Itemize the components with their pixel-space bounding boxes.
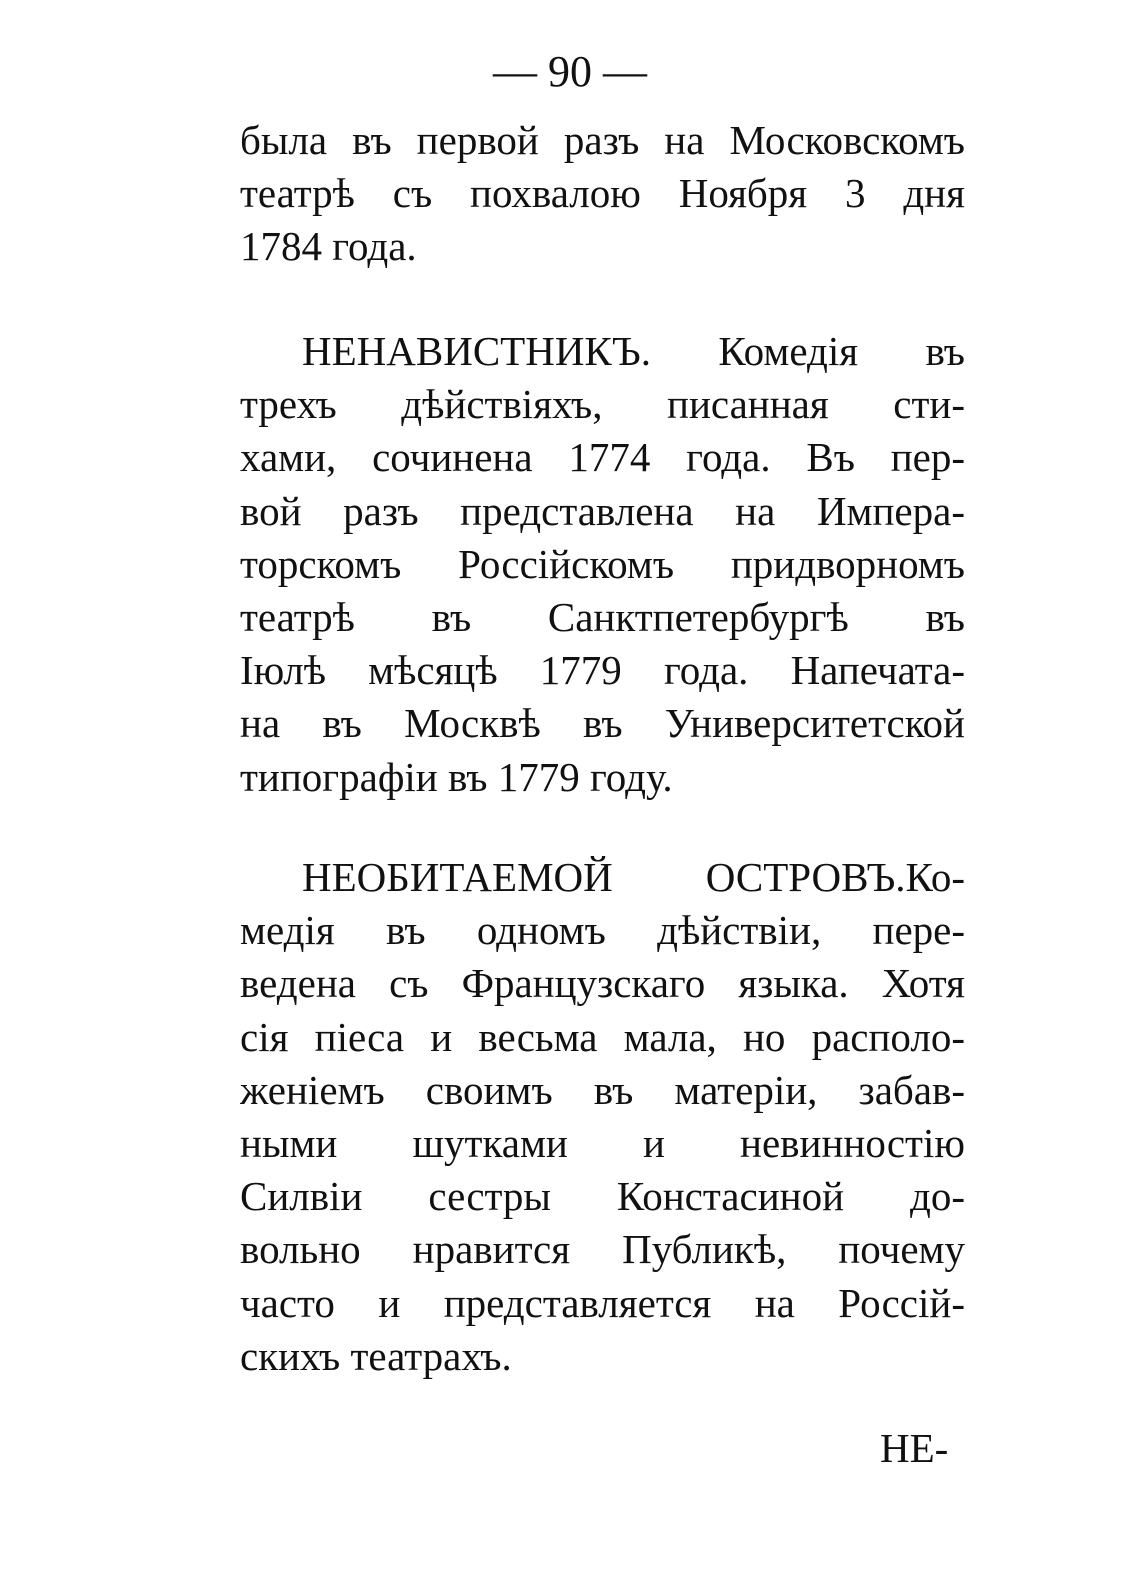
text-line: сія піеса и весьма мала, но располо- [240, 1013, 965, 1060]
text-line: часто и представляется на Россій- [240, 1279, 965, 1326]
entry-heading-line: НЕНАВИСТНИКЪ. Комедія въ [302, 328, 965, 374]
catchword: НЕ- [880, 1425, 949, 1471]
text-line: медія въ одномъ дѣйствіи, пере- [240, 907, 965, 954]
text-line: ными шутками и невинностію [240, 1119, 965, 1166]
page-number: — 90 — [493, 47, 647, 96]
entry-nenavistnik [240, 325, 965, 804]
text-line: ведена съ Французскаго языка. Хотя [240, 960, 965, 1007]
text-line: театрѣ въ Санктпетербургѣ въ [240, 593, 965, 640]
entry-continuation [240, 114, 965, 274]
text-line: трехъ дѣйствіяхъ, писанная сти- [240, 381, 965, 428]
text-line: вольно нравится Публикѣ, почему [240, 1226, 965, 1273]
text-line: театрѣ съ похвалою Ноября 3 дня [240, 170, 965, 217]
text-line: женіемъ своимъ въ матеріи, забав- [240, 1066, 965, 1113]
text-line: Іюлѣ мѣсяцѣ 1779 года. Напечата- [240, 647, 965, 694]
text-line: типографіи въ 1779 году. [240, 753, 673, 800]
text-line: вой разъ представлена на Импера- [240, 487, 965, 534]
text-line: Силвіи сестры Констасиной до- [240, 1173, 965, 1220]
text-line: на въ Москвѣ въ Университетской [240, 700, 965, 747]
text-line: 1784 года. [240, 223, 417, 270]
entry-neobitaemoy-ostrov [240, 851, 965, 1383]
text-line: торскомъ Россійскомъ придворномъ [240, 540, 965, 587]
text-line: скихъ театрахъ. [240, 1332, 512, 1379]
entry-heading-line: НЕОБИТАЕМОЙ ОСТРОВЪ.Ко- [302, 854, 965, 900]
text-line: была въ первой разъ на Московскомъ [240, 117, 965, 163]
text-line: хами, сочинена 1774 года. Въ пер- [240, 434, 965, 481]
